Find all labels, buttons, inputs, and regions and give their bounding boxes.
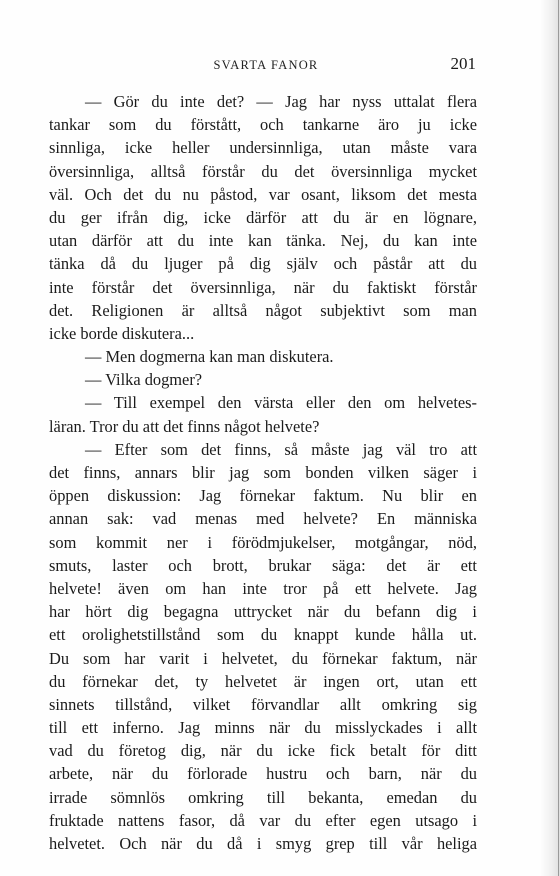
text-line: icke borde diskutera... — [49, 323, 195, 343]
text-line: helvetet. Och när du då i smyg grep till vår heliga — [49, 834, 477, 853]
running-title: SVARTA FANOR — [213, 58, 319, 72]
text-line: ett orolighetstillstånd som du knappt kunde hålla ut. — [49, 625, 477, 645]
text-line: översinnliga, alltså förstår du det översinnliga mycket — [49, 161, 477, 181]
text-line: — Till exempel den värsta eller den om helvetes- — [85, 393, 477, 413]
body-text — [49, 90, 477, 855]
text-line: du förnekar det, ty helvetet är ingen ort, utan ett — [49, 671, 477, 691]
text-line: som kommit ner i förödmjukelser, motgångar, nöd, — [49, 532, 477, 552]
text-line: — Gör du inte det? — Jag har nyss uttalat flera — [85, 92, 477, 111]
text-line: — Efter som det finns, så måste jag väl tro att — [85, 439, 477, 459]
text-line: — Vilka dogmer? — [85, 370, 203, 390]
page-header — [48, 54, 484, 78]
text-line: du ger ifrån dig, icke därför att du är en lögnare, — [49, 207, 477, 227]
text-line: öppen diskussion: Jag förnekar faktum. Nu blir en — [49, 486, 477, 506]
text-line: Du som har varit i helvetet, du förnekar faktum, när — [49, 648, 477, 668]
text-line: helvete! även om han inte tror på ett helvete. Jag — [49, 578, 477, 598]
text-line: fruktade nattens fasor, då var du efter egen utsago i — [49, 810, 477, 830]
text-line: väl. Och det du nu påstod, var osant, liksom det mesta — [49, 184, 477, 204]
text-line: utan därför att du inte kan tänka. Nej, du kan inte — [49, 231, 477, 251]
text-line: till ett inferno. Jag minns när du misslyckades i allt — [49, 718, 477, 738]
text-line: arbete, när du förlorade hustru och barn, när du — [49, 764, 477, 784]
text-line: det finns, annars blir jag som bonden vilken säger i — [49, 463, 477, 482]
text-line: har hört dig begagna uttrycket när du befann dig i — [49, 602, 477, 622]
page-number: 201 — [450, 54, 476, 73]
text-line: tänka då du ljuger på dig själv och påstår att du — [49, 254, 477, 274]
text-line: sinnets tillstånd, vilket förvandlar allt omkring sig — [49, 694, 477, 714]
text-line: smuts, laster och brott, brukar säga: det är ett — [49, 555, 477, 575]
text-line: annan sak: vad menas med helvete? En människa — [49, 509, 477, 529]
text-line: irrade sömnlös omkring till bekanta, emedan du — [49, 787, 477, 807]
text-line: läran. Tror du att det finns något helvete? — [49, 416, 320, 436]
text-line: vad du företog dig, när du icke fick betalt för ditt — [49, 741, 477, 761]
text-line: — Men dogmerna kan man diskutera. — [85, 347, 334, 367]
page-edge-line — [558, 0, 559, 876]
text-line: tankar som du förstått, och tankarne äro ju icke — [49, 115, 477, 135]
text-line: sinnliga, icke heller undersinnliga, utan måste vara — [49, 138, 477, 158]
page-edge-shadow — [540, 0, 560, 876]
text-line: inte förstår det översinnliga, när du faktiskt förstår — [49, 277, 477, 297]
text-line: det. Religionen är alltså något subjektivt som man — [49, 300, 477, 320]
